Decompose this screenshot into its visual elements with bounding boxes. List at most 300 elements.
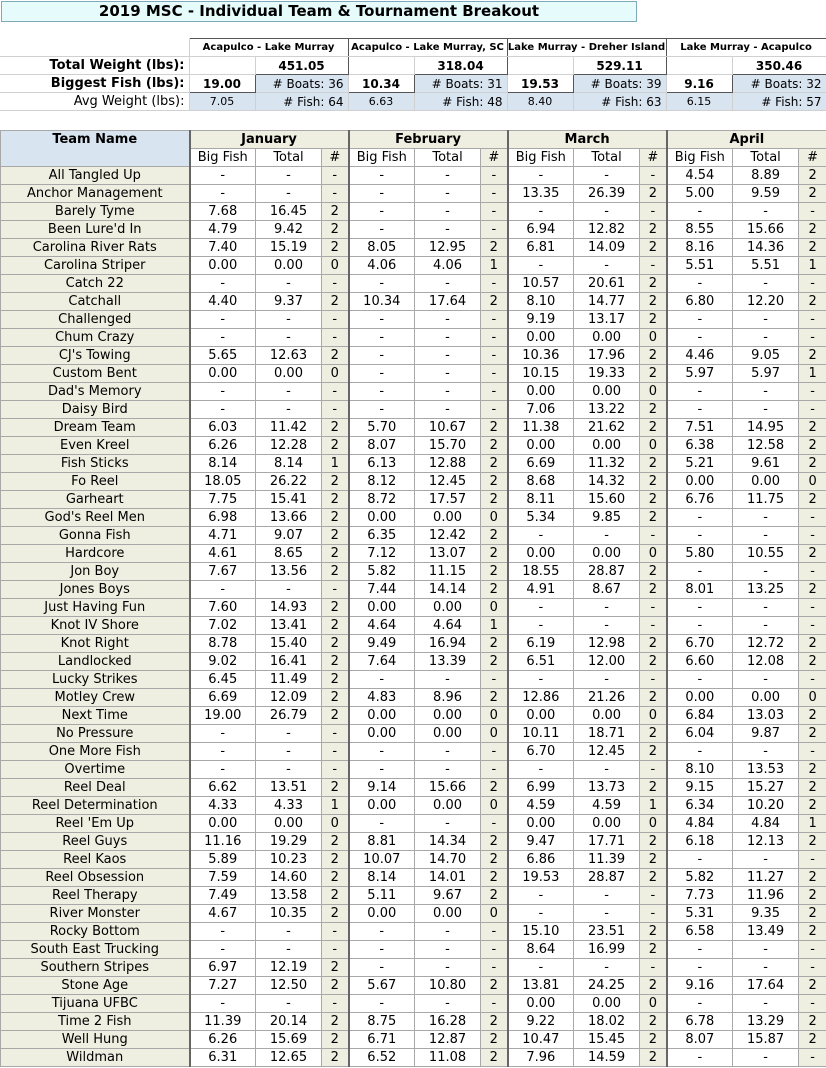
total-cell: 12.42 [415, 527, 481, 545]
total-cell: 16.41 [256, 653, 322, 671]
table-row [1, 869, 826, 887]
count-cell: 2 [640, 401, 667, 419]
big-fish-cell: 6.31 [190, 1049, 256, 1067]
count-cell: - [322, 725, 349, 743]
big-fish-cell: - [667, 563, 733, 581]
big-fish-cell: - [667, 329, 733, 347]
count-cell: 2 [640, 293, 667, 311]
total-cell: 12.88 [415, 455, 481, 473]
big-fish-cell: 0.00 [349, 599, 415, 617]
total-cell: 15.19 [256, 239, 322, 257]
count-cell: 0 [481, 707, 508, 725]
count-cell: - [640, 671, 667, 689]
count-cell: - [481, 311, 508, 329]
total-cell: 13.49 [733, 923, 799, 941]
table-row [1, 365, 826, 383]
total-cell: 0.00 [574, 707, 640, 725]
total-cell: 24.25 [574, 977, 640, 995]
big-fish-cell: 4.83 [349, 689, 415, 707]
count-cell: 2 [322, 509, 349, 527]
table-row [1, 203, 826, 221]
table-row [1, 689, 826, 707]
big-fish-cell: 0.00 [349, 509, 415, 527]
big-fish-cell: 4.91 [508, 581, 574, 599]
big-fish-cell: 4.33 [190, 797, 256, 815]
count-cell: - [322, 743, 349, 761]
big-fish-cell: - [667, 203, 733, 221]
total-cell: 21.26 [574, 689, 640, 707]
team-name: Reel Guys [1, 833, 190, 851]
big-fish-cell: 6.45 [190, 671, 256, 689]
big-fish-cell: - [190, 275, 256, 293]
month-header: February [349, 131, 508, 149]
count-cell: - [481, 761, 508, 779]
team-name: God's Reel Men [1, 509, 190, 527]
total-cell: 0.00 [733, 473, 799, 491]
count-cell: - [481, 743, 508, 761]
total-cell: 14.77 [574, 293, 640, 311]
total-cell: 15.40 [256, 635, 322, 653]
total-header: Total [256, 149, 322, 167]
team-name: All Tangled Up [1, 167, 190, 185]
count-cell: - [799, 599, 826, 617]
fish-label: # Fish: [761, 94, 803, 109]
total-cell: 14.95 [733, 419, 799, 437]
count-cell: 0 [481, 725, 508, 743]
big-fish-cell: - [667, 959, 733, 977]
table-row [1, 311, 826, 329]
total-cell: 4.59 [574, 797, 640, 815]
count-cell: - [640, 905, 667, 923]
total-cell: 15.69 [256, 1031, 322, 1049]
team-name: Tijuana UFBC [1, 995, 190, 1013]
biggest-fish-value: 10.34 [348, 75, 414, 93]
team-name: Reel Determination [1, 797, 190, 815]
total-cell: 12.08 [733, 653, 799, 671]
table-row [1, 635, 826, 653]
big-fish-cell: 4.84 [667, 815, 733, 833]
big-fish-cell: 0.00 [508, 545, 574, 563]
team-name: Overtime [1, 761, 190, 779]
total-cell: - [574, 167, 640, 185]
big-fish-cell: - [190, 941, 256, 959]
big-fish-cell: 7.49 [190, 887, 256, 905]
big-fish-cell: 6.03 [190, 419, 256, 437]
fish-count [732, 93, 826, 111]
big-fish-cell: 0.00 [349, 905, 415, 923]
total-cell: - [733, 851, 799, 869]
big-fish-cell: 5.89 [190, 851, 256, 869]
big-fish-cell: - [349, 959, 415, 977]
count-cell: - [799, 743, 826, 761]
count-cell: 0 [481, 509, 508, 527]
count-cell: - [481, 923, 508, 941]
big-fish-cell: 6.86 [508, 851, 574, 869]
total-cell: - [415, 995, 481, 1013]
table-row [1, 473, 826, 491]
count-cell: 0 [640, 995, 667, 1013]
big-fish-cell: 19.53 [508, 869, 574, 887]
big-fish-cell: - [349, 815, 415, 833]
total-cell: 20.61 [574, 275, 640, 293]
total-cell: 14.34 [415, 833, 481, 851]
count-cell: 2 [799, 887, 826, 905]
total-cell: - [574, 203, 640, 221]
total-cell: 0.00 [415, 509, 481, 527]
total-cell: 26.79 [256, 707, 322, 725]
count-cell: - [640, 959, 667, 977]
boats-label: # Boats: [590, 76, 643, 91]
count-cell: 2 [322, 1049, 349, 1067]
count-cell: 2 [322, 1031, 349, 1049]
count-cell: 2 [481, 1049, 508, 1067]
big-fish-cell: 6.99 [508, 779, 574, 797]
count-cell: 1 [799, 257, 826, 275]
big-fish-cell: - [349, 383, 415, 401]
big-fish-cell: - [190, 995, 256, 1013]
total-cell: 26.22 [256, 473, 322, 491]
count-cell: - [799, 1049, 826, 1067]
big-fish-cell: 5.00 [667, 185, 733, 203]
team-name-header: Team Name [1, 131, 190, 167]
total-header: Total [574, 149, 640, 167]
big-fish-cell: - [349, 365, 415, 383]
total-cell: 5.97 [733, 365, 799, 383]
total-cell: 0.00 [256, 257, 322, 275]
count-cell: 2 [322, 851, 349, 869]
count-cell: 0 [481, 797, 508, 815]
total-cell: 8.67 [574, 581, 640, 599]
total-cell: 23.51 [574, 923, 640, 941]
total-cell: - [256, 401, 322, 419]
total-cell: - [256, 995, 322, 1013]
avg-weight-value: 8.40 [507, 93, 573, 111]
big-fish-cell: - [349, 995, 415, 1013]
count-cell: 2 [481, 851, 508, 869]
total-cell: 13.53 [733, 761, 799, 779]
total-cell: 17.71 [574, 833, 640, 851]
team-name: Garheart [1, 491, 190, 509]
count-cell: 2 [640, 941, 667, 959]
count-cell: 2 [799, 455, 826, 473]
total-cell: - [415, 275, 481, 293]
total-cell: 10.80 [415, 977, 481, 995]
total-cell: - [256, 275, 322, 293]
count-cell: 2 [799, 869, 826, 887]
count-cell: 2 [640, 563, 667, 581]
count-cell: 2 [481, 653, 508, 671]
total-cell: 9.85 [574, 509, 640, 527]
count-cell: 2 [640, 1049, 667, 1067]
count-cell: 2 [799, 347, 826, 365]
count-cell: - [322, 275, 349, 293]
count-cell: 2 [481, 491, 508, 509]
table-row [1, 815, 826, 833]
count-cell: 2 [799, 761, 826, 779]
count-cell: - [799, 959, 826, 977]
big-fish-cell: 5.97 [667, 365, 733, 383]
total-cell: 14.60 [256, 869, 322, 887]
big-fish-cell: 6.19 [508, 635, 574, 653]
table-row [1, 599, 826, 617]
total-cell: - [256, 743, 322, 761]
count-cell: 0 [640, 545, 667, 563]
total-header: Total [415, 149, 481, 167]
count-cell: 2 [322, 491, 349, 509]
avg-weight-value: 7.05 [189, 93, 255, 111]
big-fish-cell: 7.44 [349, 581, 415, 599]
big-fish-cell: - [349, 743, 415, 761]
total-cell: 0.00 [574, 815, 640, 833]
count-cell: 2 [322, 869, 349, 887]
count-cell: 2 [640, 653, 667, 671]
count-cell: 2 [640, 851, 667, 869]
count-cell: 2 [322, 617, 349, 635]
big-fish-cell: 8.72 [349, 491, 415, 509]
count-cell: 2 [481, 887, 508, 905]
big-fish-cell: 6.35 [349, 527, 415, 545]
fish-value: 64 [328, 94, 344, 109]
summary-location-row [0, 39, 826, 57]
big-fish-cell: 6.70 [667, 635, 733, 653]
count-cell: 1 [481, 617, 508, 635]
big-fish-cell: - [667, 671, 733, 689]
big-fish-cell: 0.00 [190, 365, 256, 383]
big-fish-cell: 4.46 [667, 347, 733, 365]
big-fish-cell: 8.64 [508, 941, 574, 959]
big-fish-cell: - [349, 923, 415, 941]
total-cell: 12.00 [574, 653, 640, 671]
big-fish-cell: 4.40 [190, 293, 256, 311]
count-cell: - [322, 761, 349, 779]
big-fish-cell: 6.26 [190, 437, 256, 455]
total-cell: - [733, 671, 799, 689]
team-name: Knot IV Shore [1, 617, 190, 635]
total-cell: 0.00 [415, 725, 481, 743]
table-row [1, 581, 826, 599]
big-fish-cell: 5.11 [349, 887, 415, 905]
big-fish-cell: 8.75 [349, 1013, 415, 1031]
total-cell: - [574, 527, 640, 545]
total-weight-value: 529.11 [573, 57, 666, 75]
big-fish-cell: - [349, 185, 415, 203]
table-row [1, 1013, 826, 1031]
count-cell: - [322, 581, 349, 599]
total-cell: 0.00 [415, 599, 481, 617]
count-cell: 0 [640, 437, 667, 455]
boats-count [255, 75, 348, 93]
total-cell: 8.96 [415, 689, 481, 707]
count-cell: - [481, 221, 508, 239]
avg-weight-value: 6.15 [666, 93, 732, 111]
total-cell: 16.45 [256, 203, 322, 221]
total-cell: - [415, 959, 481, 977]
total-cell: - [256, 581, 322, 599]
count-cell: 2 [322, 689, 349, 707]
count-cell: 2 [481, 833, 508, 851]
total-cell: 12.72 [733, 635, 799, 653]
table-row [1, 383, 826, 401]
count-cell: 1 [640, 797, 667, 815]
big-fish-cell: 4.59 [508, 797, 574, 815]
count-cell: 2 [481, 293, 508, 311]
total-cell: 13.17 [574, 311, 640, 329]
total-cell: - [256, 725, 322, 743]
table-row [1, 851, 826, 869]
total-cell: 10.20 [733, 797, 799, 815]
big-fish-cell: - [667, 275, 733, 293]
table-row [1, 959, 826, 977]
count-cell: - [640, 887, 667, 905]
big-fish-cell: 6.76 [667, 491, 733, 509]
total-cell: 13.58 [256, 887, 322, 905]
summary-biggest-row [0, 75, 826, 93]
tournament-location: Lake Murray - Dreher Island [507, 39, 666, 57]
summary-avg-row [0, 93, 826, 111]
big-fish-cell: 8.12 [349, 473, 415, 491]
month-header-row [1, 131, 826, 149]
big-fish-cell: - [349, 941, 415, 959]
count-cell: 2 [481, 779, 508, 797]
big-fish-cell: - [349, 401, 415, 419]
total-cell: - [415, 365, 481, 383]
count-cell: 2 [799, 707, 826, 725]
big-fish-cell: 7.59 [190, 869, 256, 887]
big-fish-cell: - [349, 275, 415, 293]
count-cell: - [481, 815, 508, 833]
count-cell: 2 [640, 779, 667, 797]
big-fish-cell: - [667, 599, 733, 617]
table-row [1, 293, 826, 311]
count-cell: - [322, 329, 349, 347]
count-cell: - [640, 257, 667, 275]
big-fish-cell: 0.00 [667, 689, 733, 707]
big-fish-cell: 4.06 [349, 257, 415, 275]
big-fish-cell: 4.54 [667, 167, 733, 185]
count-cell: 2 [799, 923, 826, 941]
count-cell: 2 [640, 635, 667, 653]
big-fish-cell: 6.52 [349, 1049, 415, 1067]
count-cell: 2 [640, 491, 667, 509]
count-cell: 2 [322, 833, 349, 851]
big-fish-cell: - [508, 617, 574, 635]
table-row [1, 509, 826, 527]
big-fish-cell: - [667, 509, 733, 527]
big-fish-cell: 6.71 [349, 1031, 415, 1049]
total-cell: - [733, 509, 799, 527]
count-cell: 2 [322, 563, 349, 581]
big-fish-cell: 6.81 [508, 239, 574, 257]
big-fish-header: Big Fish [190, 149, 256, 167]
total-cell: 14.14 [415, 581, 481, 599]
team-name: Carolina River Rats [1, 239, 190, 257]
count-cell: 1 [322, 797, 349, 815]
table-row [1, 761, 826, 779]
total-cell: 0.00 [574, 545, 640, 563]
big-fish-cell: - [508, 905, 574, 923]
total-cell: 10.23 [256, 851, 322, 869]
big-fish-cell: 6.34 [667, 797, 733, 815]
count-cell: 2 [481, 689, 508, 707]
total-cell: 16.99 [574, 941, 640, 959]
big-fish-header: Big Fish [508, 149, 574, 167]
count-cell: 0 [322, 365, 349, 383]
total-cell: - [256, 923, 322, 941]
total-cell: 13.51 [256, 779, 322, 797]
count-cell: - [640, 203, 667, 221]
count-cell: 2 [322, 473, 349, 491]
total-cell: 8.65 [256, 545, 322, 563]
total-cell: 17.64 [733, 977, 799, 995]
count-cell: - [481, 185, 508, 203]
big-fish-cell: 8.81 [349, 833, 415, 851]
count-cell: 2 [640, 689, 667, 707]
big-fish-cell: 6.69 [190, 689, 256, 707]
count-cell: - [799, 329, 826, 347]
count-cell: - [322, 401, 349, 419]
big-fish-cell: - [190, 401, 256, 419]
count-cell: 2 [322, 905, 349, 923]
big-fish-cell: 6.97 [190, 959, 256, 977]
fish-label: # Fish: [283, 94, 325, 109]
count-cell: 2 [322, 671, 349, 689]
big-fish-cell: 6.18 [667, 833, 733, 851]
total-cell: 12.65 [256, 1049, 322, 1067]
count-cell: 2 [640, 275, 667, 293]
total-cell: - [574, 617, 640, 635]
big-fish-cell: 7.06 [508, 401, 574, 419]
team-name: River Monster [1, 905, 190, 923]
team-name: Wildman [1, 1049, 190, 1067]
total-weight-value: 318.04 [414, 57, 507, 75]
total-weight-value: 451.05 [255, 57, 348, 75]
count-cell: 2 [322, 653, 349, 671]
big-fish-cell: 5.31 [667, 905, 733, 923]
total-cell: - [733, 563, 799, 581]
count-cell: 2 [799, 221, 826, 239]
boats-count [414, 75, 507, 93]
count-cell: 0 [481, 905, 508, 923]
total-cell: 14.36 [733, 239, 799, 257]
total-cell: 11.39 [574, 851, 640, 869]
team-name: Reel Therapy [1, 887, 190, 905]
big-fish-cell: - [508, 761, 574, 779]
big-fish-cell: - [667, 995, 733, 1013]
total-cell: 9.67 [415, 887, 481, 905]
big-fish-cell: 0.00 [508, 383, 574, 401]
tournament-location: Lake Murray - Acapulco [666, 39, 826, 57]
big-fish-cell: 0.00 [508, 815, 574, 833]
big-fish-cell: - [190, 923, 256, 941]
big-fish-cell: - [349, 311, 415, 329]
table-row [1, 1031, 826, 1049]
table-row [1, 545, 826, 563]
total-cell: - [574, 257, 640, 275]
total-cell: 13.66 [256, 509, 322, 527]
count-cell: - [799, 851, 826, 869]
count-cell: - [799, 671, 826, 689]
big-fish-cell: - [190, 185, 256, 203]
big-fish-cell: 4.67 [190, 905, 256, 923]
month-header: January [190, 131, 349, 149]
total-cell: 9.61 [733, 455, 799, 473]
big-fish-cell: 5.51 [667, 257, 733, 275]
big-fish-cell: 10.11 [508, 725, 574, 743]
total-cell: - [733, 995, 799, 1013]
big-fish-cell: - [349, 671, 415, 689]
count-cell: 1 [322, 455, 349, 473]
team-name: Dad's Memory [1, 383, 190, 401]
